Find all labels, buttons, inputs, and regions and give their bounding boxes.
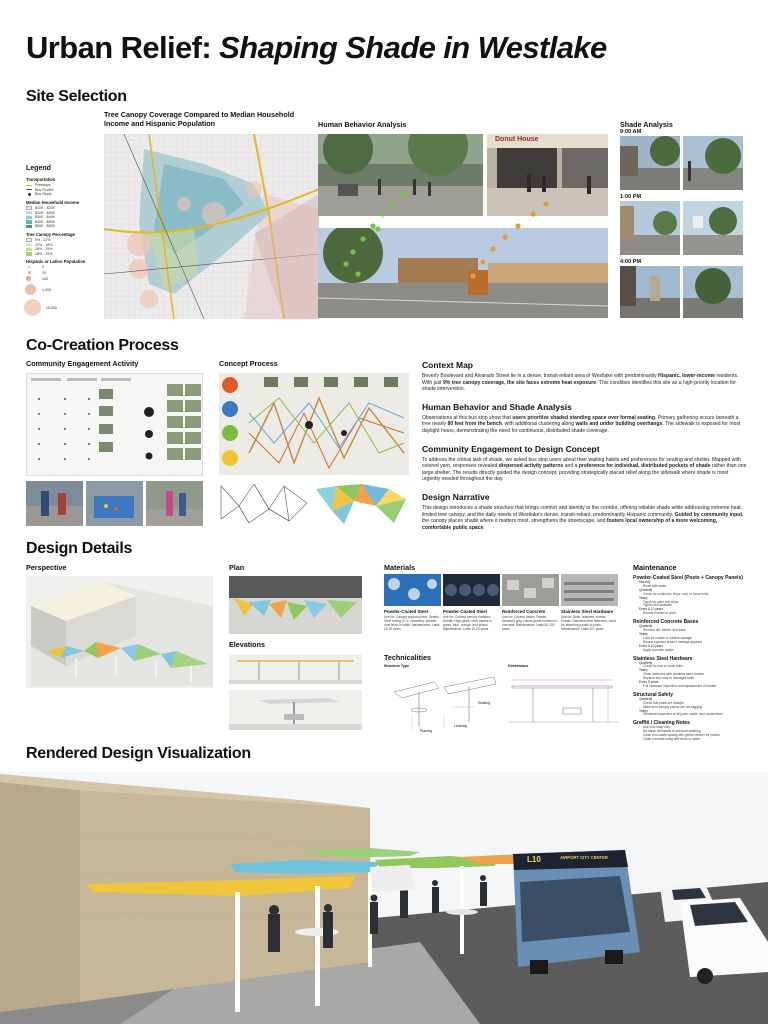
map-graphic <box>104 134 319 319</box>
legend-canopy-3: 28% - 33% <box>26 252 102 257</box>
legend-canopy-title: Tree Canopy Percentage <box>26 231 75 237</box>
tech-label-placing: Placing <box>420 729 432 733</box>
maintenance-line: Quarterly <box>639 587 653 592</box>
shade-photo-1pm-1 <box>620 201 680 255</box>
maintenance-line: Check that posts are straight <box>643 700 684 705</box>
maintenance-line: Check for scratches, chips, rust, or loose bolts <box>643 591 709 596</box>
maintenance-section-title: Structural Safety <box>633 691 674 698</box>
maintenance-line: Every 5 years <box>639 680 659 685</box>
narrative-section <box>422 402 747 435</box>
maintenance-title: Maintenance <box>633 563 677 572</box>
maintenance-line: Quarterly <box>639 660 653 665</box>
design-details-heading: Design Details <box>26 540 133 557</box>
legend-title: Legend <box>26 165 51 172</box>
shade-photo-4pm-2 <box>683 266 743 318</box>
technicalities-title: Technicalities <box>384 653 432 662</box>
maintenance-line: Use mild soap only <box>643 725 670 730</box>
legend-income-2: $30K - $40K <box>26 215 102 220</box>
shade-photo-4pm-1 <box>620 266 680 318</box>
site-selection-heading: Site Selection <box>26 88 127 105</box>
narrative-sections <box>422 360 747 531</box>
engagement-photo-1 <box>26 481 83 526</box>
maintenance-line: Monthly <box>639 580 651 584</box>
maintenance-line: Every 5-10 years <box>639 643 664 648</box>
maintenance-line: Make sure canopy panels are not sagging <box>643 704 703 709</box>
maintenance-line: Apply concrete sealer <box>643 647 674 652</box>
legend: Legend Transportation Freeways Bus Routes Bus Stops Median Household Income $10K - $20K $20K - $30K $30K - $40K $40K - $50K $50K - $60K Tree Canopy Percentage 0% - 11% 12% - 18% 18% - 25% 28% - 33% Hispanic or Latino Population 0 10 100 1,000 10,000 <box>26 165 102 316</box>
engagement-chart <box>26 373 203 476</box>
legend-canopy-1: 12% - 18% <box>26 242 102 247</box>
maintenance-panel <box>633 563 753 742</box>
legend-income-0: $10K - $20K <box>26 206 102 211</box>
legend-income-3: $40K - $50K <box>26 220 102 225</box>
title-italic: Shaping Shade in Westlake <box>219 30 607 65</box>
freeway-swatch <box>26 185 32 186</box>
narrative-section <box>422 444 747 483</box>
maintenance-line: Quarterly <box>639 696 653 701</box>
maintenance-line: Touch-up paint any chips <box>643 599 679 604</box>
plan-drawing <box>229 576 362 634</box>
maintenance-line: Reseal exposed areas if damage appears <box>643 639 703 644</box>
maintenance-line: Check for rust or loose bolts <box>643 664 683 669</box>
shade-photo-1pm-2 <box>683 201 743 255</box>
maintenance-section-title: Stainless Steel Hardware <box>633 655 693 662</box>
plan-title: Plan <box>229 563 245 572</box>
maintenance-line: Full hardware inspection and replacement if needed <box>643 683 717 688</box>
narrative-section <box>422 360 747 393</box>
structure-type-drawing <box>384 672 500 734</box>
concept-board <box>219 373 409 475</box>
shade-time-4pm: 4:00 PM <box>620 259 642 265</box>
maintenance-line: Clean concrete using stiff brush or water <box>643 737 700 742</box>
dimensions-label: Dimensions <box>508 664 529 668</box>
legend-canopy-2: 18% - 25% <box>26 247 102 252</box>
behavior-dots-overlay <box>318 134 608 318</box>
narrative-section-body: Observations at this bus stop show that users prioritize shaded standing space over formal seating. Primary gathering occurs beneath a tree nearly 80 feet from the bench, with additional clustering along walls and under building overhangs. The sidewalk is exposed for most daylight hours, demonstrating the need for continuous, distributed shade coverage. <box>422 414 741 434</box>
bus-stop-swatch <box>28 193 31 196</box>
maintenance-line: No harsh chemicals or pressure washing <box>643 729 701 734</box>
maintenance-line: Yearly <box>639 668 648 673</box>
maintenance-section-title: Reinforced Concrete Bases <box>633 619 699 626</box>
engagement-photo-3 <box>146 481 203 526</box>
material-card-2: Powder-Coated Steel Use for: Colored canopy surfaces. Details: High-gloss, steel panels in green, blue, orange, and yellow. Maintenance: Lasts 15-20 years <box>443 574 500 631</box>
maintenance-line: Look for cracks or surface damage <box>643 635 693 640</box>
narrative-section-title: Design Narrative <box>422 491 490 502</box>
perspective-title: Perspective <box>26 563 67 572</box>
maintenance-line: Clean bird waste quickly with gentle cleaner for panels <box>643 733 720 738</box>
maintenance-line: Yearly <box>639 631 648 636</box>
engagement-title: Community Engagement Activity <box>26 359 139 368</box>
maintenance-line: Rinse with water <box>643 583 667 588</box>
elevation-1 <box>229 654 362 684</box>
legend-transport-title: Transportation <box>26 177 56 182</box>
material-card-4: Stainless Steel Hardware Use for: Bolts, brackets, screws. Details: Stainless steel fasteners, used for attaching panels to posts. Maintenance: Lasts 20+ years <box>561 574 618 631</box>
maintenance-section-title: Powder-Coated Steel (Posts + Canopy Panels) <box>633 575 743 581</box>
narrative-section-body: Beverly Boulevard and Alvarado Street lie in a dense, transit-reliant area of Westlake with predominantly Hispanic, lower-income residents. With just 9% tree canopy coverage, the site faces extreme heat exposure. This condition identifies this site as a high-priority location for shade intervention. <box>422 373 739 393</box>
dimensions-drawing <box>508 672 618 734</box>
narrative-section-body: To address the critical lack of shade, we asked bus stop users about their waiting habits and preferences for seating and shelter. Mapped with colored yarn, responses revealed dispersed activity patterns and a preference for individual, distributed pockets of shade rather than one large shelter. The results directly guided the design concept, providing strategically placed relief along the sidewalk where shade is most urgently needed throughout the day. <box>422 456 747 483</box>
rendered-heading: Rendered Design Visualization <box>26 745 251 762</box>
maintenance-line: Every 8-10 years <box>639 607 664 612</box>
narrative-section-title: Community Engagement to Design Concept <box>422 443 600 454</box>
elevations-title: Elevations <box>229 640 265 649</box>
site-map <box>104 134 319 319</box>
maintenance-line: Yearly <box>639 595 648 600</box>
maintenance-line: Structural inspection of all joints, welds, and connections <box>643 712 723 717</box>
tech-label-seating: Seating <box>478 701 491 705</box>
concept-colored-canopy <box>314 481 409 526</box>
narrative-section <box>422 492 747 531</box>
bus-destination-sign: AIRPORT CITY CENTER <box>560 855 608 860</box>
material-card-1: Powder-Coated Steel Use for: Canopy support posts. Details: Steel tubing (3"-4" diameter), powder-coat finish in white. Maintenance: Lasts 15-20 years <box>384 574 441 631</box>
shade-time-9am: 9:00 AM <box>620 129 642 135</box>
materials-title: Materials <box>384 563 416 572</box>
maintenance-line: Quarterly <box>639 624 653 629</box>
maintenance-line: Remove dirt, debris, and trash <box>643 628 686 633</box>
maintenance-line: Replace any rusty or damaged bolts <box>643 676 695 681</box>
shade-photo-9am-1 <box>620 136 680 190</box>
maintenance-line: Tighten all hardware <box>643 603 672 608</box>
bus-route-sign: L10 <box>527 855 541 864</box>
donut-house-sign: Donut House <box>495 136 539 143</box>
page-title <box>26 30 607 66</box>
maintenance-line: Clean fasteners with stainless steel cleaner <box>643 672 705 677</box>
legend-item-bus-stops: Bus Stops <box>26 192 102 197</box>
legend-item-bus-routes: Bus Routes <box>35 187 54 192</box>
legend-item-freeways: Freeways <box>26 183 102 188</box>
elevation-2 <box>229 690 362 730</box>
bus-route-swatch <box>26 189 32 190</box>
title-main: Urban Relief: <box>26 30 212 65</box>
maintenance-section-title: Graffiti / Cleaning Notes <box>633 720 690 727</box>
shade-analysis-title: Shade Analysis <box>620 120 673 129</box>
concept-title: Concept Process <box>219 359 278 368</box>
legend-canopy-0: 0% - 11% <box>26 238 102 243</box>
structure-type-label: Structure Type <box>384 664 410 668</box>
perspective-render <box>26 576 213 688</box>
co-creation-heading: Co-Creation Process <box>26 337 179 354</box>
co-creation-text <box>422 360 747 540</box>
legend-income-4: $50K - $60K <box>26 224 102 229</box>
human-behavior-title: Human Behavior Analysis <box>318 120 407 129</box>
rendered-visualization <box>0 772 768 1024</box>
engagement-photo-2 <box>86 481 143 526</box>
tech-label-leaning: Leaning <box>454 724 467 728</box>
material-card-3: Reinforced Concrete Use for: Column bases. Details: Standard gray, robust grade reinforced concrete. Maintenance: Lasts 50-100 years <box>502 574 559 631</box>
narrative-section-title: Context Map <box>422 360 473 370</box>
legend-hispanic-title: Hispanic or Latino Population <box>26 259 86 265</box>
shade-time-1pm: 1:00 PM <box>620 194 642 200</box>
narrative-section-title: Human Behavior and Shade Analysis <box>422 401 572 412</box>
legend-income-title: Median Household Income <box>26 199 80 205</box>
legend-income-1: $20K - $30K <box>26 210 102 215</box>
concept-wireframe <box>219 481 309 526</box>
maintenance-line: Recoat if faded or worn <box>643 611 676 616</box>
shade-photo-9am-2 <box>683 136 743 190</box>
narrative-section-body: This design introduces a shade structure that brings comfort and identity to the corridor, offering reliable shade while addressing extreme heat, limited tree canopy, and the daily needs of Westlake's dense, transit-reliant, predominantly Hispanic community. Guided by community input, the canopy places shade where it matters most, strengthens the streetscape, and fosters local ownership of a more welcoming, comfortable public space. <box>422 504 744 531</box>
maintenance-line: Yearly <box>639 708 648 713</box>
map-title: Tree Canopy Coverage Compared to Median Household Income and Hispanic Population <box>104 110 295 128</box>
